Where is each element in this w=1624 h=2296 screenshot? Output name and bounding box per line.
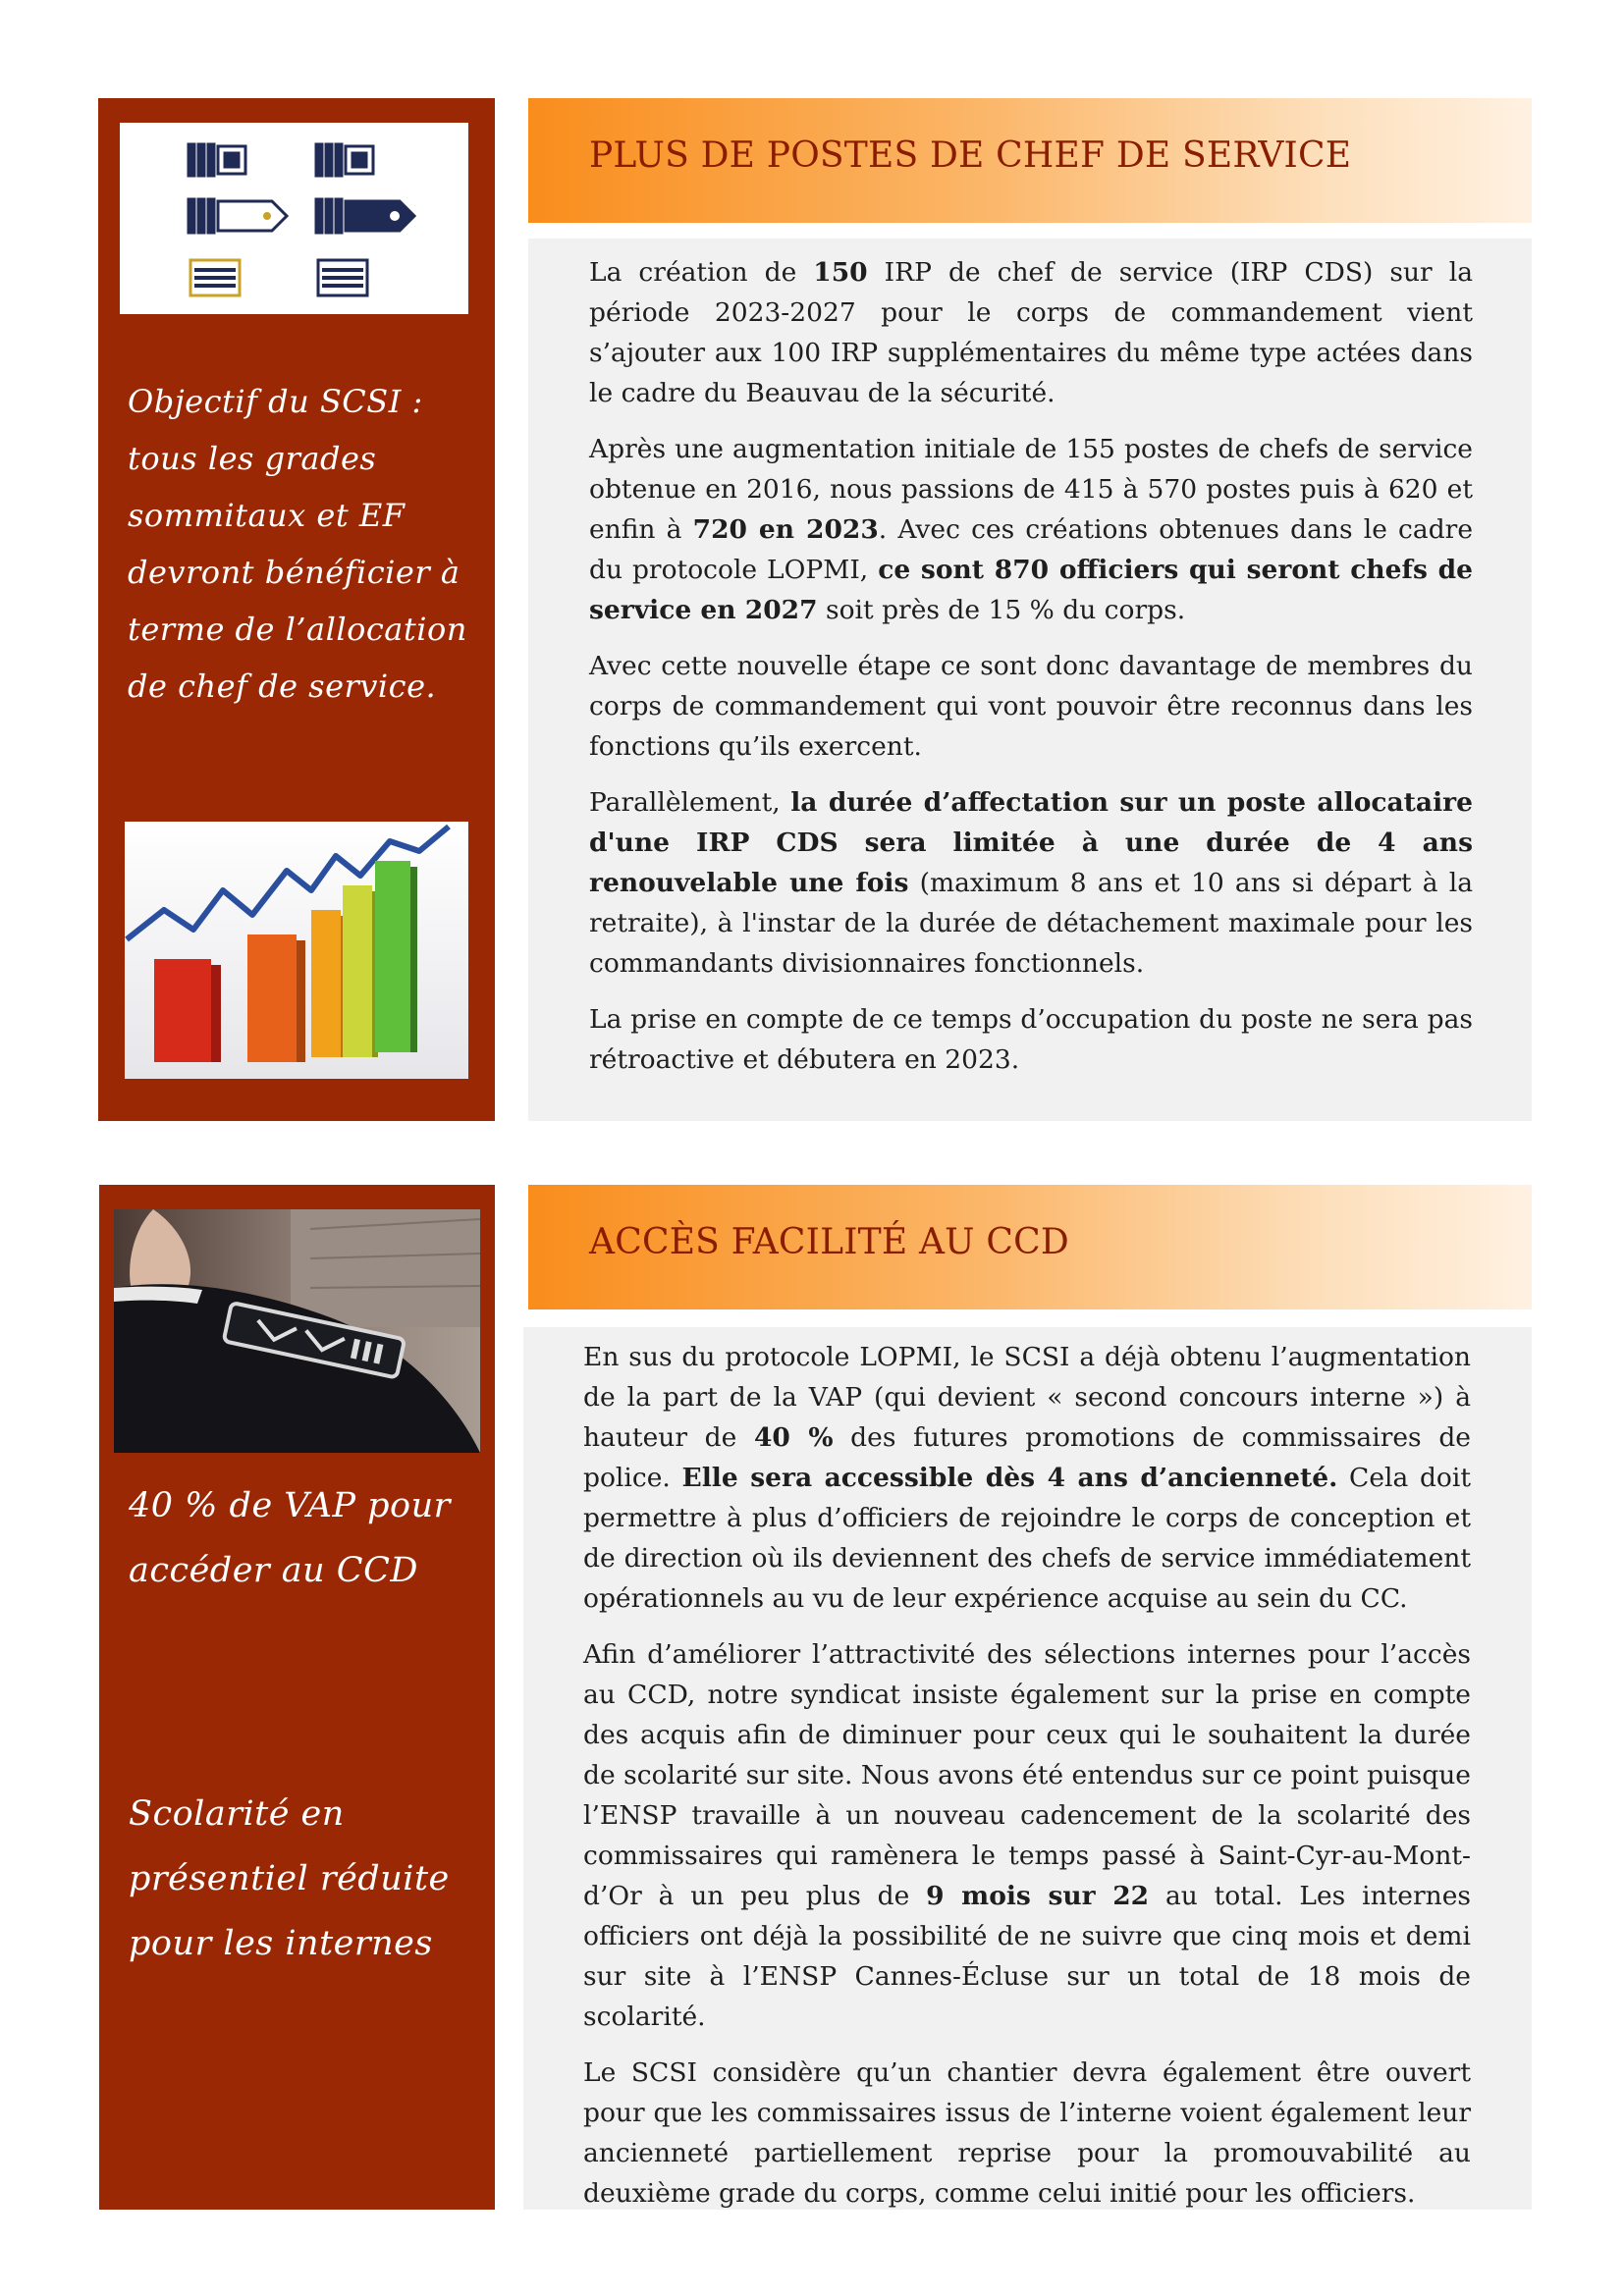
- sidebar-note-vap: [129, 1473, 451, 1603]
- text-run: IRP de chef de service (IRP CDS) sur la période 2023-2027 pour le corps de commandement vient s’ajouter aux 100 IRP supplémentaires du même type actées dans le cadre du Beauvau de la sécurité.: [589, 257, 1474, 408]
- paragraph: [589, 429, 1473, 630]
- sidebar-note-line: tous les grades: [128, 440, 377, 477]
- section-body: [589, 252, 1473, 1095]
- text-run: La création de: [589, 257, 814, 288]
- paragraph: [589, 252, 1473, 413]
- bold-text: 9 mois sur 22: [926, 1881, 1150, 1911]
- section-title: PLUS DE POSTES DE CHEF DE SERVICE: [589, 135, 1352, 176]
- bold-text: Elle sera accessible dès 4 ans d’ancienneté.: [681, 1463, 1338, 1493]
- sidebar-note-line: accéder au CCD: [129, 1551, 418, 1590]
- sidebar-note-line: de chef de service.: [128, 667, 437, 705]
- text-run: La prise en compte de ce temps d’occupation du poste ne sera pas rétroactive et débutera en 2023.: [589, 1004, 1473, 1075]
- paragraph: [583, 2053, 1471, 2214]
- paragraph: [583, 1337, 1471, 1619]
- section-title: ACCÈS FACILITÉ AU CCD: [589, 1222, 1069, 1262]
- paragraph: [589, 999, 1473, 1080]
- bold-text: 40 %: [753, 1422, 834, 1453]
- rank-insignia-image: [120, 123, 468, 314]
- sidebar-panel-1: [98, 98, 495, 1121]
- bold-text: 720 en 2023: [692, 514, 879, 545]
- text-run: En sus du protocole LOPMI, le SCSI a déjà obtenu l’augmentation de la part de la VAP (qui devient « second concours interne ») à hauteur de: [583, 1342, 1471, 1453]
- text-run: au total. Les internes officiers ont déjà la possibilité de ne suivre que cinq mois et demi sur site à l’ENSP Cannes-Écluse sur un total de 18 mois de scolarité.: [583, 1881, 1471, 2032]
- text-run: (maximum 8 ans et 10 ans si départ à la retraite), à l'instar de la durée de détachement maximale pour les commandants divisionnaires fonctionnels.: [589, 868, 1474, 979]
- sidebar-note-objective: [128, 373, 467, 715]
- text-run: Cela doit permettre à plus d’officiers de rejoindre le corps de conception et de direction où ils deviennent des chefs de service immédiatement opérationnels au vu de leur expérience acquise au sein du CC.: [583, 1463, 1472, 1614]
- sidebar-note-line: terme de l’allocation: [128, 611, 467, 648]
- sidebar-note-line: 40 % de VAP pour: [129, 1486, 451, 1525]
- section-content-acces-ccd: [523, 1327, 1532, 2210]
- section-content-chef-de-service: [528, 239, 1532, 1121]
- bold-text: la durée d’affectation sur un poste allocataire d'une IRP CDS sera limitée à une durée de 4 ans renouvelable une fois: [589, 787, 1473, 898]
- text-run: Le SCSI considère qu’un chantier devra également être ouvert pour que les commissaires issus de l’interne voient également leur ancienneté partiellement reprise pour la promouvabilité au deuxième grade du corps, comme celui initié pour les officiers.: [583, 2057, 1471, 2209]
- sidebar-note-line: devront bénéficier à: [128, 554, 460, 591]
- bold-text: 150: [813, 257, 868, 288]
- sidebar-note-line: Scolarité en: [129, 1794, 345, 1834]
- paragraph: [589, 782, 1473, 984]
- sidebar-panel-2: [99, 1185, 495, 2210]
- section-header-acces-ccd: [528, 1185, 1532, 1309]
- paragraph: [589, 646, 1473, 767]
- officer-epaulette-photo: [114, 1209, 480, 1453]
- text-run: soit près de 15 % du corps.: [817, 595, 1186, 625]
- section-body: [583, 1337, 1471, 2229]
- text-run: Avec cette nouvelle étape ce sont donc davantage de membres du corps de commandement qui vont pouvoir être reconnus dans les fonctions qu’ils exercent.: [589, 651, 1473, 762]
- section-header-chef-de-service: [528, 98, 1532, 223]
- sidebar-note-line: pour les internes: [129, 1924, 433, 1963]
- text-run: Après une augmentation initiale de 155 postes de chefs de service obtenue en 2016, nous passions de 415 à 570 postes puis à 620 et enfin à: [589, 434, 1473, 545]
- bold-text: ce sont 870 officiers qui seront chefs de service en 2027: [589, 555, 1473, 625]
- paragraph: [583, 1634, 1471, 2037]
- sidebar-note-line: présentiel réduite: [129, 1859, 450, 1898]
- text-run: Afin d’améliorer l’attractivité des sélections internes pour l’accès au CCD, notre syndicat insiste également sur la prise en compte des acquis afin de diminuer pour ceux qui le souhaitent la durée de scolarité sur site. Nous avons été entendus sur ce point puisque l’ENSP travaille à un nouveau cadencement de la scolarité des commissaires qui ramènera le temps passé à Saint-Cyr-au-Mont-d’Or à un peu plus de: [583, 1639, 1471, 1911]
- text-run: . Avec ces créations obtenues dans le cadre du protocole LOPMI,: [589, 514, 1474, 585]
- sidebar-note-scolarite: [129, 1782, 450, 1976]
- growth-chart-illustration: [125, 822, 468, 1079]
- sidebar-note-line: sommitaux et EF: [128, 497, 406, 534]
- sidebar-note-line: Objectif du SCSI :: [128, 383, 423, 420]
- text-run: Parallèlement,: [589, 787, 791, 818]
- text-run: des futures promotions de commissaires de police.: [583, 1422, 1471, 1493]
